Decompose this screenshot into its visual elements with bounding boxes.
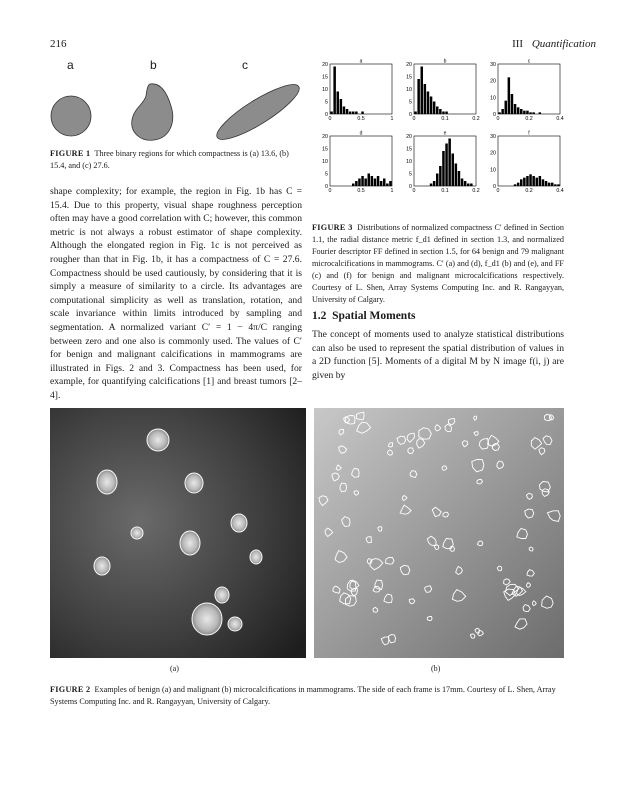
histogram-bar	[361, 176, 364, 186]
histogram-bar	[340, 99, 343, 114]
section-paragraph-block	[312, 328, 564, 382]
figure1-regions	[50, 72, 300, 152]
histogram-bar	[377, 176, 380, 186]
y-tick-label: 0	[325, 112, 328, 118]
histogram-bar	[455, 164, 458, 187]
running-head	[512, 38, 596, 50]
y-tick-label: 0	[493, 184, 496, 190]
x-tick-label: 0.1	[441, 116, 449, 122]
y-tick-label: 20	[322, 62, 328, 68]
histogram-letter: e	[443, 130, 447, 137]
x-tick-label: 0	[328, 116, 332, 122]
histogram-letter: a	[359, 58, 363, 65]
y-tick-label: 20	[406, 62, 412, 68]
figure2-panel-a	[50, 408, 306, 658]
histogram-bar	[355, 181, 358, 186]
histogram-bar	[433, 181, 436, 186]
histogram-a	[322, 59, 393, 123]
histogram-bar	[380, 181, 383, 186]
fig1-label-b: b	[150, 58, 157, 72]
histogram-frame	[414, 136, 476, 186]
histogram-bar	[349, 112, 352, 115]
x-tick-label: 0	[412, 188, 416, 194]
figure2-caption-text: Examples of benign (a) and malignant (b) microcalcifications in mammograms. The side of each frame is 17mm. Courtesy of L. Shen, Array Systems Computing Inc. and R. Rangayyan, University of Calgary.	[50, 685, 556, 706]
histogram-bar	[343, 107, 346, 115]
histogram-bar	[467, 184, 470, 187]
y-tick-label: 5	[409, 99, 412, 106]
histogram-bar	[514, 104, 517, 114]
x-tick-label: 0.2	[525, 116, 533, 122]
left-column-text	[50, 185, 302, 403]
y-tick-label: 20	[490, 150, 496, 157]
region-a-circle	[51, 96, 91, 136]
histogram-bar	[517, 107, 520, 114]
histogram-bar	[445, 112, 448, 115]
figure2-caption	[50, 684, 564, 708]
section-number: 1.2	[312, 310, 327, 322]
histogram-bar	[526, 111, 529, 114]
section-heading	[312, 310, 416, 322]
x-tick-label: 1	[390, 116, 394, 122]
histogram-bar	[424, 84, 427, 114]
x-tick-label: 0	[328, 188, 332, 194]
y-tick-label: 20	[406, 134, 412, 140]
calcification-a10	[192, 603, 222, 635]
histogram-bar	[430, 184, 433, 187]
figure3-caption-label: FIGURE 3	[312, 223, 353, 232]
histogram-bar	[539, 176, 542, 186]
histogram-bar	[532, 176, 535, 186]
y-tick-label: 10	[322, 87, 328, 93]
figure2-label-a: (a)	[170, 664, 179, 673]
section-paragraph: The concept of moments used to analyze statistical distributions can also be used to represent the spatial distribution of values in a 2D function [5]. Moments of a digital M by N image f(i, j) are given by	[312, 329, 564, 381]
histogram-bar	[383, 179, 386, 187]
histogram-bar	[436, 174, 439, 187]
figure2-panel-b	[314, 408, 564, 658]
y-tick-label: 30	[490, 134, 496, 140]
histogram-bar	[529, 112, 532, 114]
histogram-bar	[520, 109, 523, 114]
y-tick-label: 15	[406, 74, 412, 81]
histogram-bar	[361, 112, 364, 115]
x-tick-label: 0.2	[472, 188, 480, 194]
histogram-bar	[333, 67, 336, 115]
histogram-frame	[498, 64, 560, 114]
y-tick-label: 20	[490, 78, 496, 85]
histogram-frame	[498, 136, 560, 186]
histogram-bar	[464, 181, 467, 186]
y-tick-label: 5	[325, 171, 328, 178]
histogram-bar	[352, 112, 355, 115]
histogram-bar	[414, 112, 417, 115]
x-tick-label: 1	[390, 188, 394, 194]
y-tick-label: 20	[322, 134, 328, 140]
calcification-a4	[231, 514, 247, 532]
y-tick-label: 0	[409, 184, 412, 190]
x-tick-label: 0.5	[357, 188, 365, 194]
histogram-bar	[371, 176, 374, 186]
histogram-bar	[445, 144, 448, 187]
histogram-bar	[539, 112, 542, 114]
histogram-bar	[523, 178, 526, 186]
y-tick-label: 15	[406, 146, 412, 153]
histogram-bar	[452, 154, 455, 187]
histogram-bar	[548, 183, 551, 186]
section-heading-title: Spatial Moments	[332, 310, 416, 322]
histogram-bar	[439, 166, 442, 186]
histogram-bar	[536, 178, 539, 186]
x-tick-label: 0.2	[525, 188, 533, 194]
fig1-label-c: c	[242, 58, 248, 72]
figure2-label-b: (b)	[431, 664, 441, 673]
region-c-ellipse	[211, 76, 300, 147]
histogram-bar	[439, 109, 442, 114]
histogram-bar	[514, 184, 517, 186]
histogram-bar	[498, 112, 501, 114]
figure1-caption	[50, 148, 300, 172]
y-tick-label: 0	[325, 184, 328, 190]
histogram-bar	[442, 112, 445, 115]
histogram-bar	[448, 139, 451, 187]
y-tick-label: 0	[409, 112, 412, 118]
histogram-bar	[430, 97, 433, 115]
calcification-a2	[97, 470, 117, 494]
histogram-letter: d	[359, 130, 363, 137]
y-tick-label: 10	[406, 159, 412, 165]
x-tick-label: 0.2	[472, 116, 480, 122]
histogram-bar	[520, 179, 523, 186]
calcification-a3	[185, 473, 203, 493]
histogram-bar	[355, 112, 358, 115]
calcification-a5	[131, 527, 143, 539]
left-paragraph: shape complexity; for example, the region in Fig. 1b has C = 15.4. Due to this property, visual shape roughness perception often may have a good correlation with C; however, this common metric is not always a robust estimator of shape complexity. Although the elongated region in Fig. 1c is not perceived as rougher than that in Fig. 1b, it has a compactness of C = 27.6. Compactness should be used cautiously, by considering that it is simply a measure of similarity to a circle. Its advantages are computational simplicity as well as translation, rotation, and scale invariance within limits introduced by sampling and segmentation. A normalized variant C′ = 1 − 4π/C ranging between zero and one also is commonly used. The values of C′ for benign and malignant calcifications in mammograms are illustrated in Figs. 2 and 3. Compactness has been used, for example, for quantifying calcifications [1] and breast tumors [2–4].	[50, 186, 302, 401]
histogram-bar	[542, 179, 545, 186]
x-tick-label: 0.4	[556, 188, 564, 194]
histogram-bar	[458, 171, 461, 186]
histogram-bar	[508, 77, 511, 114]
histogram-bar	[505, 101, 508, 114]
section-roman: III	[512, 38, 524, 50]
y-tick-label: 30	[490, 62, 496, 68]
histogram-bar	[557, 184, 560, 186]
histogram-bar	[517, 183, 520, 186]
histogram-bar	[427, 92, 430, 115]
histogram-bar	[554, 184, 557, 186]
region-b-shape	[132, 84, 173, 140]
histogram-bar	[386, 184, 389, 187]
histogram-bar	[532, 112, 535, 114]
histogram-bar	[461, 179, 464, 187]
histogram-d	[322, 131, 393, 195]
histogram-bar	[374, 179, 377, 187]
histogram-letter: b	[443, 58, 447, 65]
figure3-histograms	[312, 56, 568, 206]
figure3-caption	[312, 222, 564, 306]
histogram-bar	[501, 109, 504, 114]
figure1-caption-label: FIGURE 1	[50, 149, 91, 158]
histogram-c	[490, 59, 564, 123]
histogram-bar	[368, 174, 371, 187]
section-title: Quantification	[531, 38, 596, 50]
y-tick-label: 0	[493, 112, 496, 118]
histogram-bar	[433, 102, 436, 115]
y-tick-label: 5	[409, 171, 412, 178]
calcification-a8	[94, 557, 110, 575]
histogram-f	[490, 131, 564, 195]
y-tick-label: 15	[322, 74, 328, 81]
figure1-caption-text: Three binary regions for which compactness is (a) 13.6, (b) 15.4, and (c) 27.6.	[50, 149, 289, 170]
histogram-bar	[364, 179, 367, 187]
y-tick-label: 15	[322, 146, 328, 153]
histogram-bar	[389, 181, 392, 186]
histogram-bar	[523, 111, 526, 114]
histogram-bar	[470, 184, 473, 187]
histogram-bar	[436, 107, 439, 115]
histogram-b	[406, 59, 480, 123]
calcification-a9	[215, 587, 229, 603]
x-tick-label: 0.5	[357, 116, 365, 122]
histogram-letter: c	[527, 58, 531, 65]
x-tick-label: 0	[412, 116, 416, 122]
y-tick-label: 10	[490, 167, 496, 174]
histogram-bar	[330, 112, 333, 115]
x-tick-label: 0	[496, 188, 500, 194]
calcification-a6	[180, 531, 200, 555]
histogram-frame	[330, 136, 392, 186]
histogram-e	[406, 131, 480, 195]
histogram-bar	[551, 183, 554, 186]
x-tick-label: 0.1	[441, 188, 449, 194]
fig1-label-a: a	[67, 58, 74, 72]
calcification-a7	[250, 550, 262, 564]
y-tick-label: 10	[406, 87, 412, 93]
histogram-bar	[337, 92, 340, 115]
histogram-bar	[529, 174, 532, 186]
histogram-bar	[358, 179, 361, 187]
histogram-bar	[421, 67, 424, 115]
histogram-bar	[442, 151, 445, 186]
histogram-bar	[511, 94, 514, 114]
histogram-letter: f	[528, 130, 530, 137]
histogram-frame	[330, 64, 392, 114]
histogram-bar	[526, 176, 529, 186]
page-number: 216	[50, 38, 67, 50]
histogram-bar	[545, 181, 548, 186]
figure2-caption-label: FIGURE 2	[50, 685, 91, 694]
histogram-bar	[346, 109, 349, 114]
calcification-a11	[228, 617, 242, 631]
histogram-frame	[414, 64, 476, 114]
calcification-a1	[147, 429, 169, 451]
y-tick-label: 10	[322, 159, 328, 165]
y-tick-label: 5	[325, 99, 328, 106]
figure3-caption-text: Distributions of normalized compactness C′ defined in Section 1.1, the radial distance metric f_d1 defined in section 1.3, and normalized Fourier descriptor FF defined in section 1.5, for 64 benign and 79 malignant microcalcifications in mammograms. C′ (a) and (d), f_d1 (b) and (e), and FF (c) and (f) for benign and malignant microcalcifications respectively. Courtesy of L. Shen, Array Systems Computing Inc. and R. Rangayyan, University of Calgary.	[312, 223, 564, 304]
y-tick-label: 10	[490, 95, 496, 102]
histogram-bar	[417, 79, 420, 114]
x-tick-label: 0	[496, 116, 500, 122]
x-tick-label: 0.4	[556, 116, 564, 122]
histogram-bar	[352, 184, 355, 187]
